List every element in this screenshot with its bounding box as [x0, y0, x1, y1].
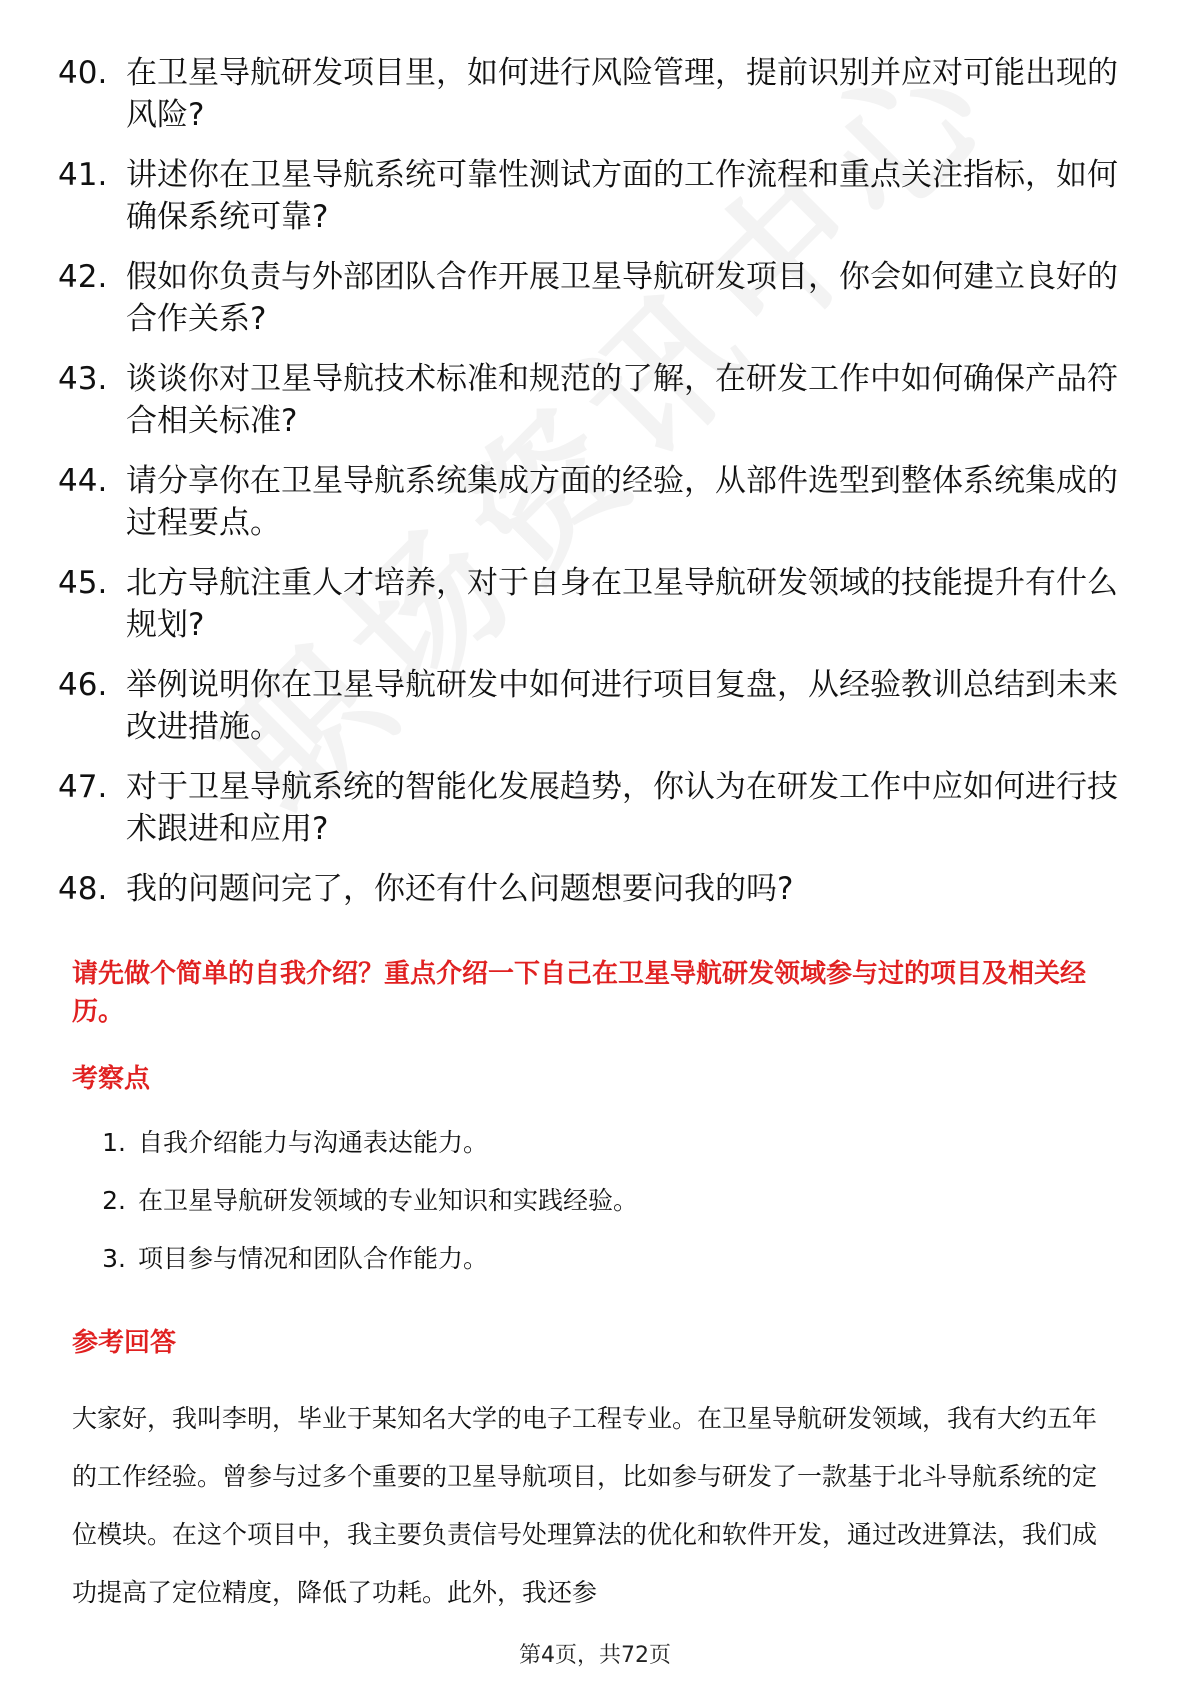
- question-item: [58, 256, 1138, 340]
- question-number: 43.: [58, 361, 108, 397]
- question-text: 我的问题问完了，你还有什么问题想要问我的吗?: [126, 871, 794, 907]
- reference-answer: 大家好，我叫李明，毕业于某知名大学的电子工程专业。在卫星导航研发领域，我有大约五年的工作经验。曾参与过多个重要的卫星导航项目，比如参与研发了一款基于北斗导航系统的定位模块。在这个项目中，我主要负责信号处理算法的优化和软件开发，通过改进算法，我们成功提高了定位精度，降低了功耗。此外，我还参: [72, 1404, 1098, 1607]
- question-text: 讲述你在卫星导航系统可靠性测试方面的工作流程和重点关注指标，如何确保系统可靠?: [126, 157, 1118, 235]
- question-item: [58, 460, 1138, 544]
- question-number: 45.: [58, 565, 108, 601]
- point-text: 项目参与情况和团队合作能力。: [138, 1244, 489, 1273]
- question-item: [58, 562, 1138, 646]
- question-text: 谈谈你对卫星导航技术标准和规范的了解，在研发工作中如何确保产品符合相关标准?: [126, 361, 1118, 439]
- point-number: 1.: [102, 1128, 126, 1157]
- question-text: 举例说明你在卫星导航研发中如何进行项目复盘，从经验教训总结到未来改进措施。: [126, 667, 1118, 745]
- question-item: [58, 664, 1138, 748]
- question-item: [58, 868, 1138, 910]
- question-list: [58, 52, 1138, 928]
- reference-title: 参考回答: [72, 1328, 177, 1358]
- question-number: 40.: [58, 55, 108, 91]
- assessment-item: [72, 1184, 638, 1218]
- question-item: [58, 358, 1138, 442]
- point-number: 2.: [102, 1186, 126, 1215]
- question-text: 请分享你在卫星导航系统集成方面的经验，从部件选型到整体系统集成的过程要点。: [126, 463, 1118, 541]
- point-text: 在卫星导航研发领域的专业知识和实践经验。: [138, 1186, 639, 1215]
- assessment-item: [72, 1242, 638, 1276]
- question-item: [58, 52, 1138, 136]
- question-number: 41.: [58, 157, 108, 193]
- page-footer: 第4页，共72页: [519, 1643, 671, 1668]
- assessment-title: 考察点: [72, 1064, 151, 1094]
- question-item: [58, 154, 1138, 238]
- question-text: 对于卫星导航系统的智能化发展趋势，你认为在研发工作中应如何进行技术跟进和应用?: [126, 769, 1118, 847]
- question-item: [58, 766, 1138, 850]
- point-text: 自我介绍能力与沟通表达能力。: [138, 1128, 489, 1157]
- point-number: 3.: [102, 1244, 126, 1273]
- question-number: 48.: [58, 871, 108, 907]
- question-number: 42.: [58, 259, 108, 295]
- question-number: 47.: [58, 769, 108, 805]
- assessment-item: [72, 1126, 638, 1160]
- question-text: 假如你负责与外部团队合作开展卫星导航研发项目，你会如何建立良好的合作关系?: [126, 259, 1118, 337]
- question-text: 北方导航注重人才培养，对于自身在卫星导航研发领域的技能提升有什么规划?: [126, 565, 1118, 643]
- question-number: 46.: [58, 667, 108, 703]
- question-text: 在卫星导航研发项目里，如何进行风险管理，提前识别并应对可能出现的风险?: [126, 55, 1118, 133]
- question-heading: 请先做个简单的自我介绍？重点介绍一下自己在卫星导航研发领域参与过的项目及相关经历。: [72, 959, 1087, 1027]
- question-number: 44.: [58, 463, 108, 499]
- assessment-list: [72, 1126, 638, 1300]
